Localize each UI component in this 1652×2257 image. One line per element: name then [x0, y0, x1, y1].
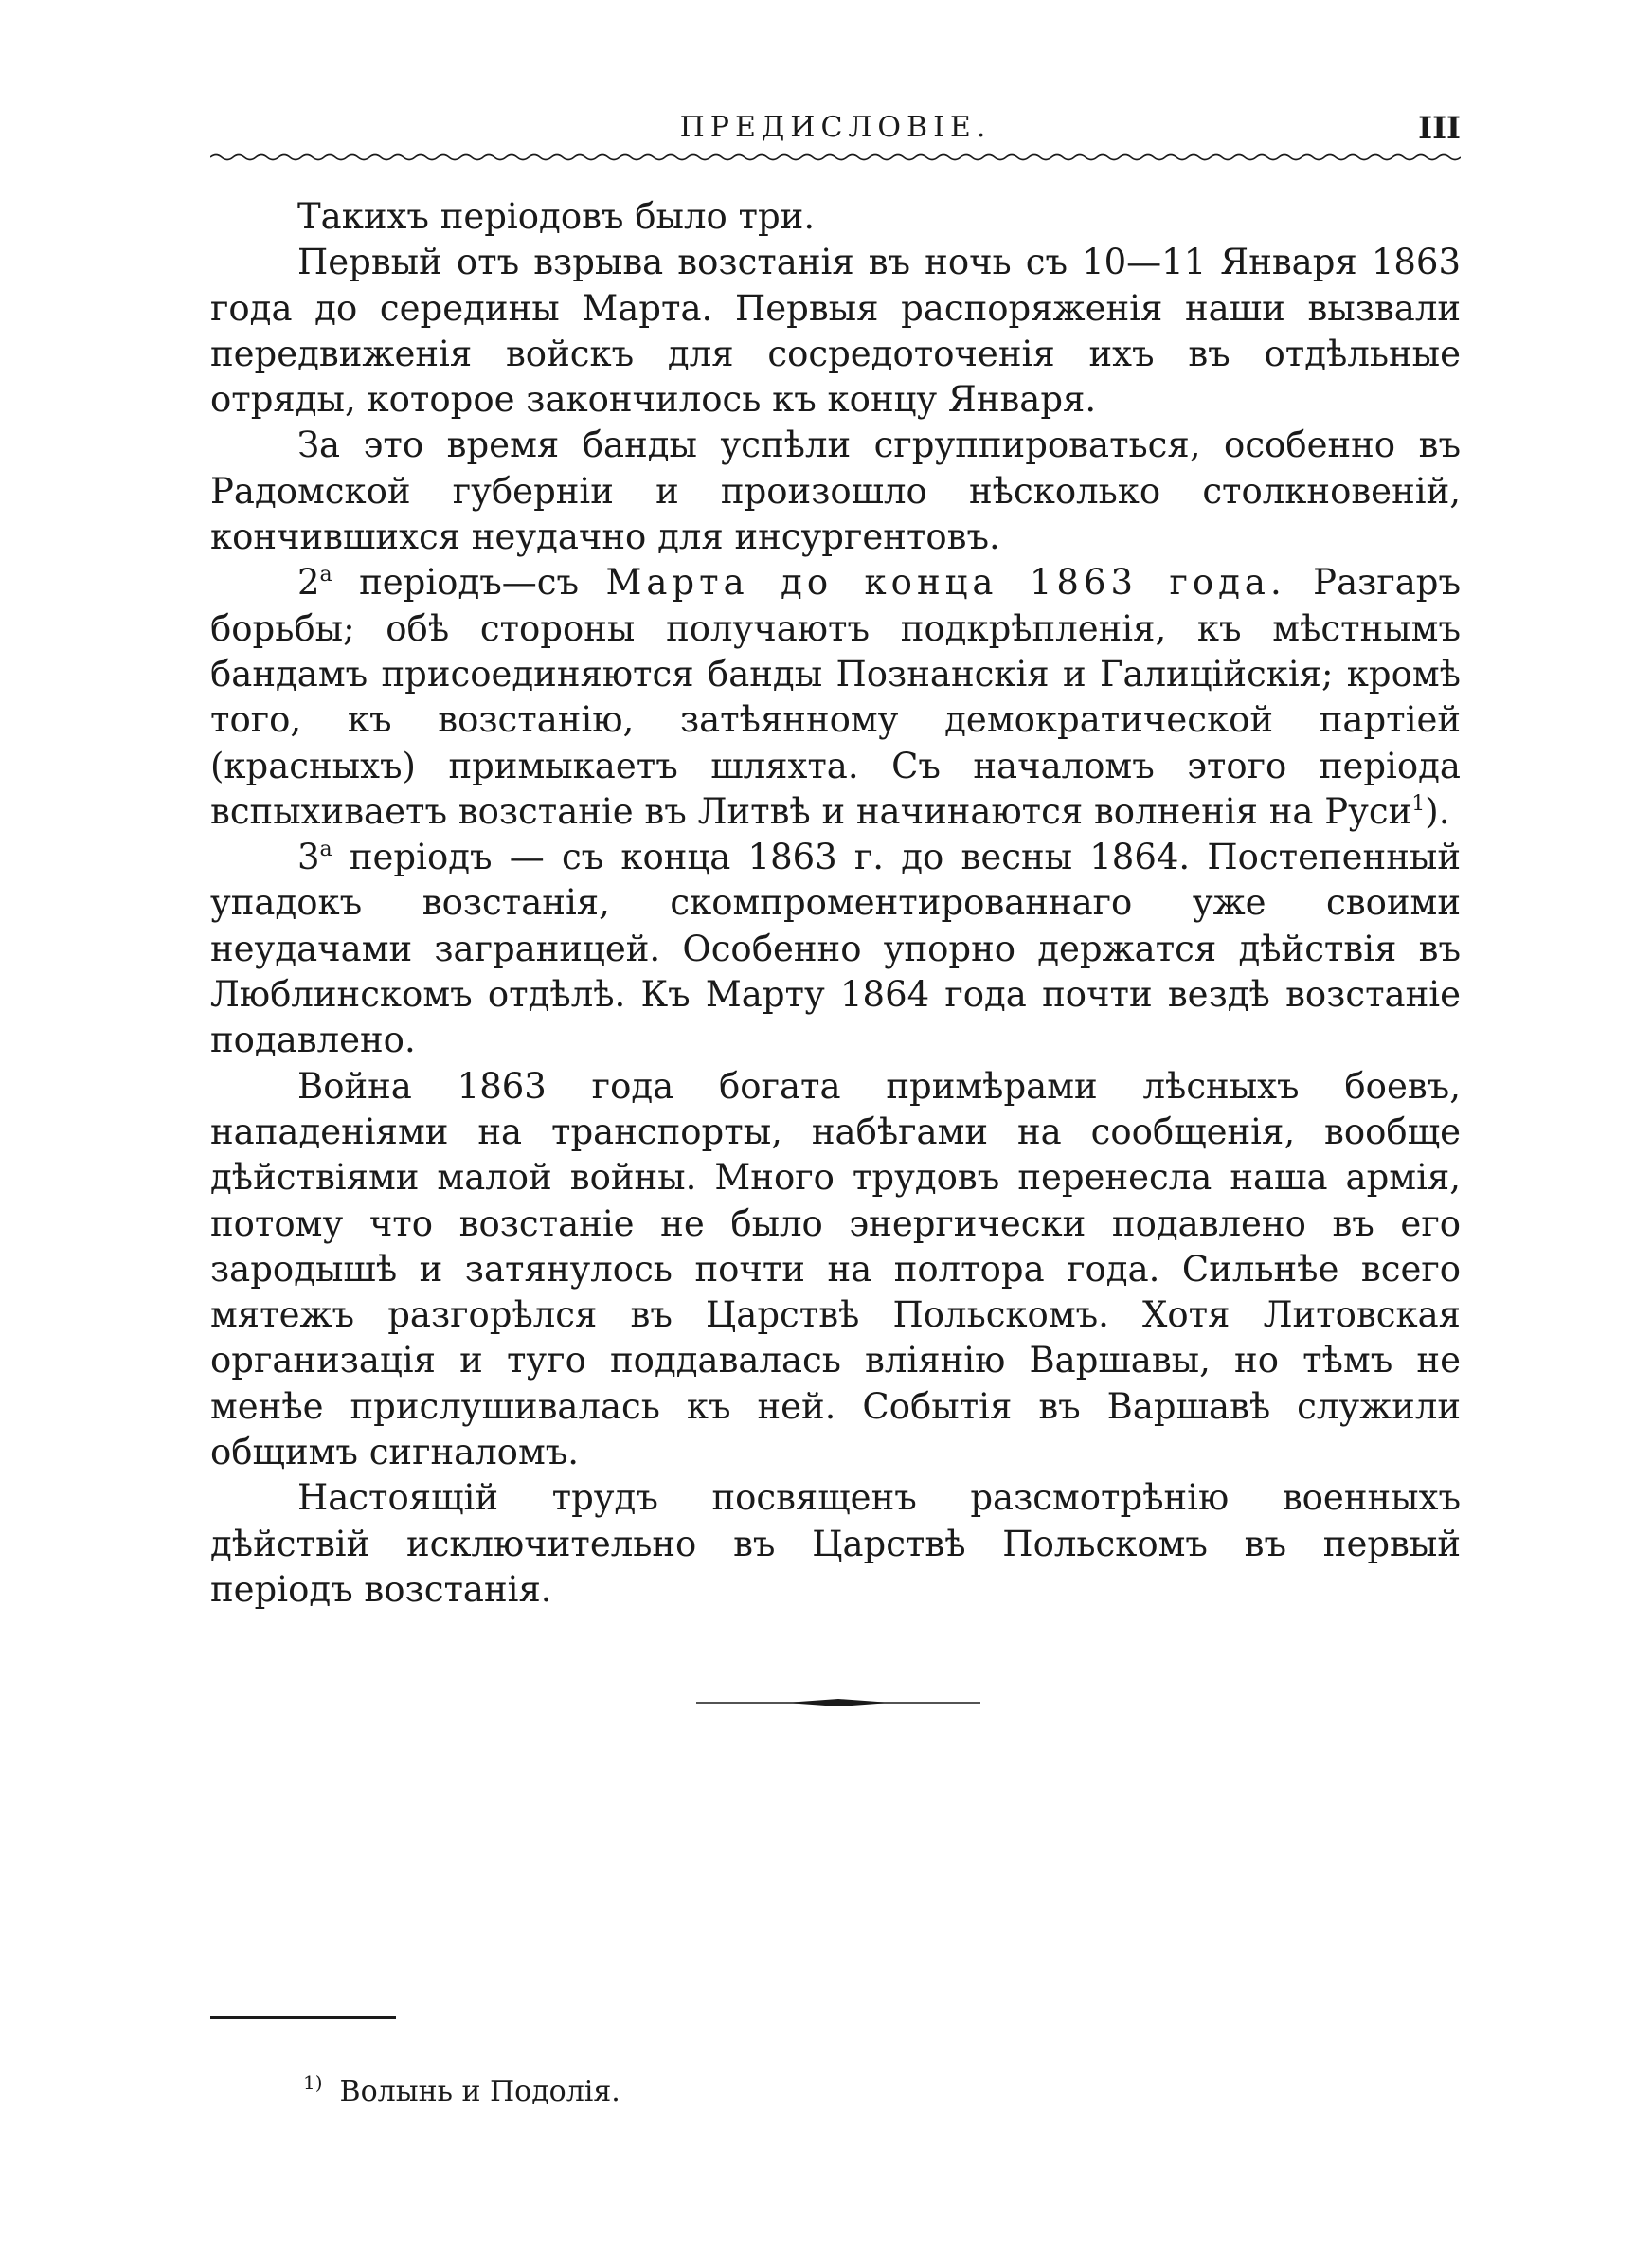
ordinal-suffix: а [319, 563, 332, 587]
paragraph-4-lead: періодъ—съ [332, 562, 606, 604]
running-header [210, 104, 1461, 152]
footnote-reference: 1 [1411, 791, 1426, 816]
main-text [210, 194, 1461, 1613]
running-title: ПРЕДИСЛОВІЕ. [679, 111, 992, 144]
paragraph-5-text: періодъ — съ конца 1863 г. до весны 1864. Постепенный упадокъ возстанія, скомпроментированнаго уже своими неудачами заграницей. Особенно упорно держатся дѣйствія въ Люблинскомъ отдѣлѣ. Къ Марту 1864 года почти вездѣ возстаніе подавлено. [210, 837, 1461, 1061]
wavy-header-rule [210, 152, 1461, 163]
paragraph-1: Такихъ періодовъ было три. [297, 196, 816, 237]
paragraph-4 [210, 560, 1461, 835]
end-ornament [696, 1696, 980, 1709]
paragraph-4-end: ). [1425, 790, 1450, 832]
period-number: 3 [297, 837, 320, 878]
period-number: 2 [297, 562, 320, 604]
paragraph-4-text: Разгаръ борьбы; обѣ стороны получаютъ подкрѣпленія, къ мѣстнымъ бандамъ присоединяются банды Познанскія и Галиційскія; кромѣ того, къ возстанію, затѣянному демократической партіей (красныхъ) примыкаетъ шляхта. Съ началомъ этого періода вспыхиваетъ возстаніе въ Литвѣ и начинаются волненія на Руси [210, 562, 1461, 832]
paragraph-6: Война 1863 года богата примѣрами лѣсныхъ боевъ, нападеніями на транспорты, набѣгами на сообщенія, вообще дѣйствіями малой войны. Много трудовъ перенесла наша армія, потому что возстаніе не было энергически подавлено въ его зародышѣ и затянулось почти на полтора года. Сильнѣе всего мятежъ разгорѣлся въ Царствѣ Польскомъ. Хотя Литовская организація и туго поддавалась вліянію Варшавы, но тѣмъ не менѣе прислушивалась къ ней. Событія въ Варшавѣ служили общимъ сигналомъ. [210, 1065, 1461, 1473]
paragraph-5 [210, 835, 1461, 1063]
paragraph-2: Первый отъ взрыва возстанія въ ночь съ 10—11 Января 1863 года до середины Марта. Первыя распоряженія наши вызвали передвиженія войскъ для сосредоточенія ихъ въ отдѣльные отряды, которое закончилось къ концу Января. [210, 242, 1461, 421]
footnote-rule [210, 2016, 396, 2019]
paragraph-3: За это время банды успѣли сгруппироваться, особенно въ Радомской губерніи и произошло нѣсколько столкновеній, кончившихся неудачно для инсургентовъ. [210, 424, 1461, 558]
footnote [303, 2064, 620, 2111]
paragraph-7: Настоящій трудъ посвященъ разсмотрѣнію военныхъ дѣйствій исключительно въ Царствѣ Польскомъ въ первый періодъ возстанія. [210, 1477, 1461, 1610]
spaced-phrase: Марта до конца 1863 года. [605, 562, 1286, 604]
footnote-text: Волынь и Подолія. [339, 2075, 620, 2108]
ordinal-suffix: а [319, 838, 332, 862]
footnote-mark: 1) [303, 2071, 323, 2094]
page-number: III [1418, 110, 1461, 146]
